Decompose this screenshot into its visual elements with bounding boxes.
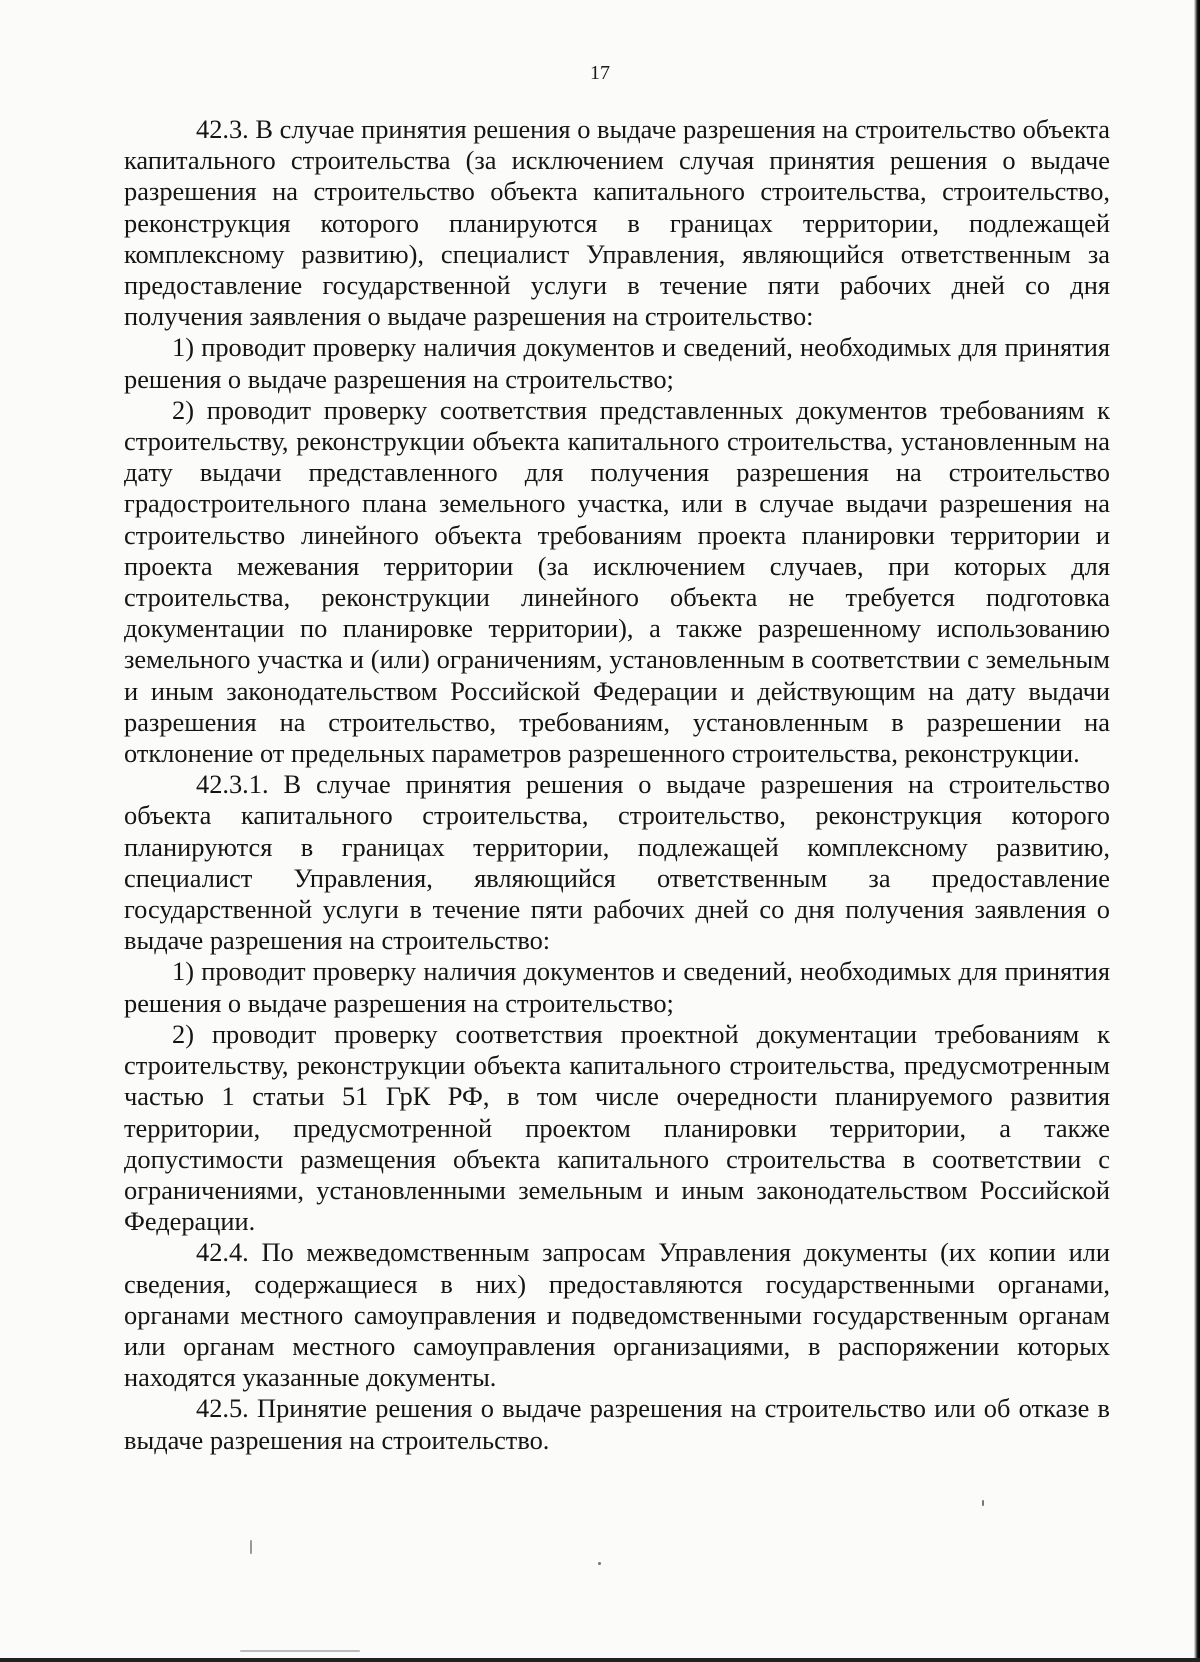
paragraph-42-3-1-item-2: 2) проводит проверку соответствия проектной документации требованиям к строительству, реконструкции объекта капитального строительства, предусмотренным частью 1 статьи 51 ГрК РФ, в том числе очередности планируемого развития территории, предусмотренной проектом планировки территории, а также допустимости размещения объекта капитального строительства в соответствии с ограничениями, установленными земельным и иным законодательством Российской Федерации.: [124, 1018, 1110, 1237]
scan-speck: [598, 1562, 601, 1565]
scan-bottom-edge: [0, 1658, 1200, 1662]
document-body: [124, 114, 1110, 1456]
paragraph-42-5: 42.5. Принятие решения о выдаче разрешения на строительство или об отказе в выдаче разрешения на строительство.: [124, 1393, 1110, 1455]
paragraph-42-4: 42.4. По межведомственным запросам Управления документы (их копии или сведения, содержащиеся в них) предоставляются государственными органами, органами местного самоуправления и подведомственными государственным органам или органам местного самоуправления организациями, в распоряжении которых находятся указанные документы.: [124, 1237, 1110, 1393]
scan-speck: [250, 1540, 252, 1554]
paragraph-42-3: 42.3. В случае принятия решения о выдаче разрешения на строительство объекта капитального строительства (за исключением случая принятия решения о выдаче разрешения на строительство объекта капитального строительства, строительство, реконструкция которого планируются в границах территории, подлежащей комплексному развитию), специалист Управления, являющийся ответственным за предоставление государственной услуги в течение пяти рабочих дней со дня получения заявления о выдаче разрешения на строительство:: [124, 114, 1110, 332]
scan-speck: [240, 1650, 360, 1652]
paragraph-42-3-1: 42.3.1. В случае принятия решения о выдаче разрешения на строительство объекта капитального строительства, строительство, реконструкция которого планируются в границах территории, подлежащей комплексному развитию, специалист Управления, являющийся ответственным за предоставление государственной услуги в течение пяти рабочих дней со дня получения заявления о выдаче разрешения на строительство:: [124, 769, 1110, 956]
paragraph-42-3-item-2: 2) проводит проверку соответствия представленных документов требованиям к строительству, реконструкции объекта капитального строительства, установленным на дату выдачи представленного для получения разрешения на строительство градостроительного плана земельного участка, или в случае выдачи разрешения на строительство линейного объекта требованиям проекта планировки территории и проекта межевания территории (за исключением случаев, при которых для строительства, реконструкции линейного объекта не требуется подготовка документации по планировке территории), а также разрешенному использованию земельного участка и (или) ограничениям, установленным в соответствии с земельным и иным законодательством Российской Федерации и действующим на дату выдачи разрешения на строительство, требованиям, установленным в разрешении на отклонение от предельных параметров разрешенного строительства, реконструкции.: [124, 394, 1110, 769]
page-number: 17: [590, 62, 610, 84]
scan-speck: [982, 1500, 984, 1506]
paragraph-42-3-1-item-1: 1) проводит проверку наличия документов и сведений, необходимых для принятия решения о выдаче разрешения на строительство;: [124, 956, 1110, 1018]
paragraph-42-3-item-1: 1) проводит проверку наличия документов и сведений, необходимых для принятия решения о выдаче разрешения на строительство;: [124, 332, 1110, 394]
scan-right-edge: [1194, 0, 1200, 1662]
